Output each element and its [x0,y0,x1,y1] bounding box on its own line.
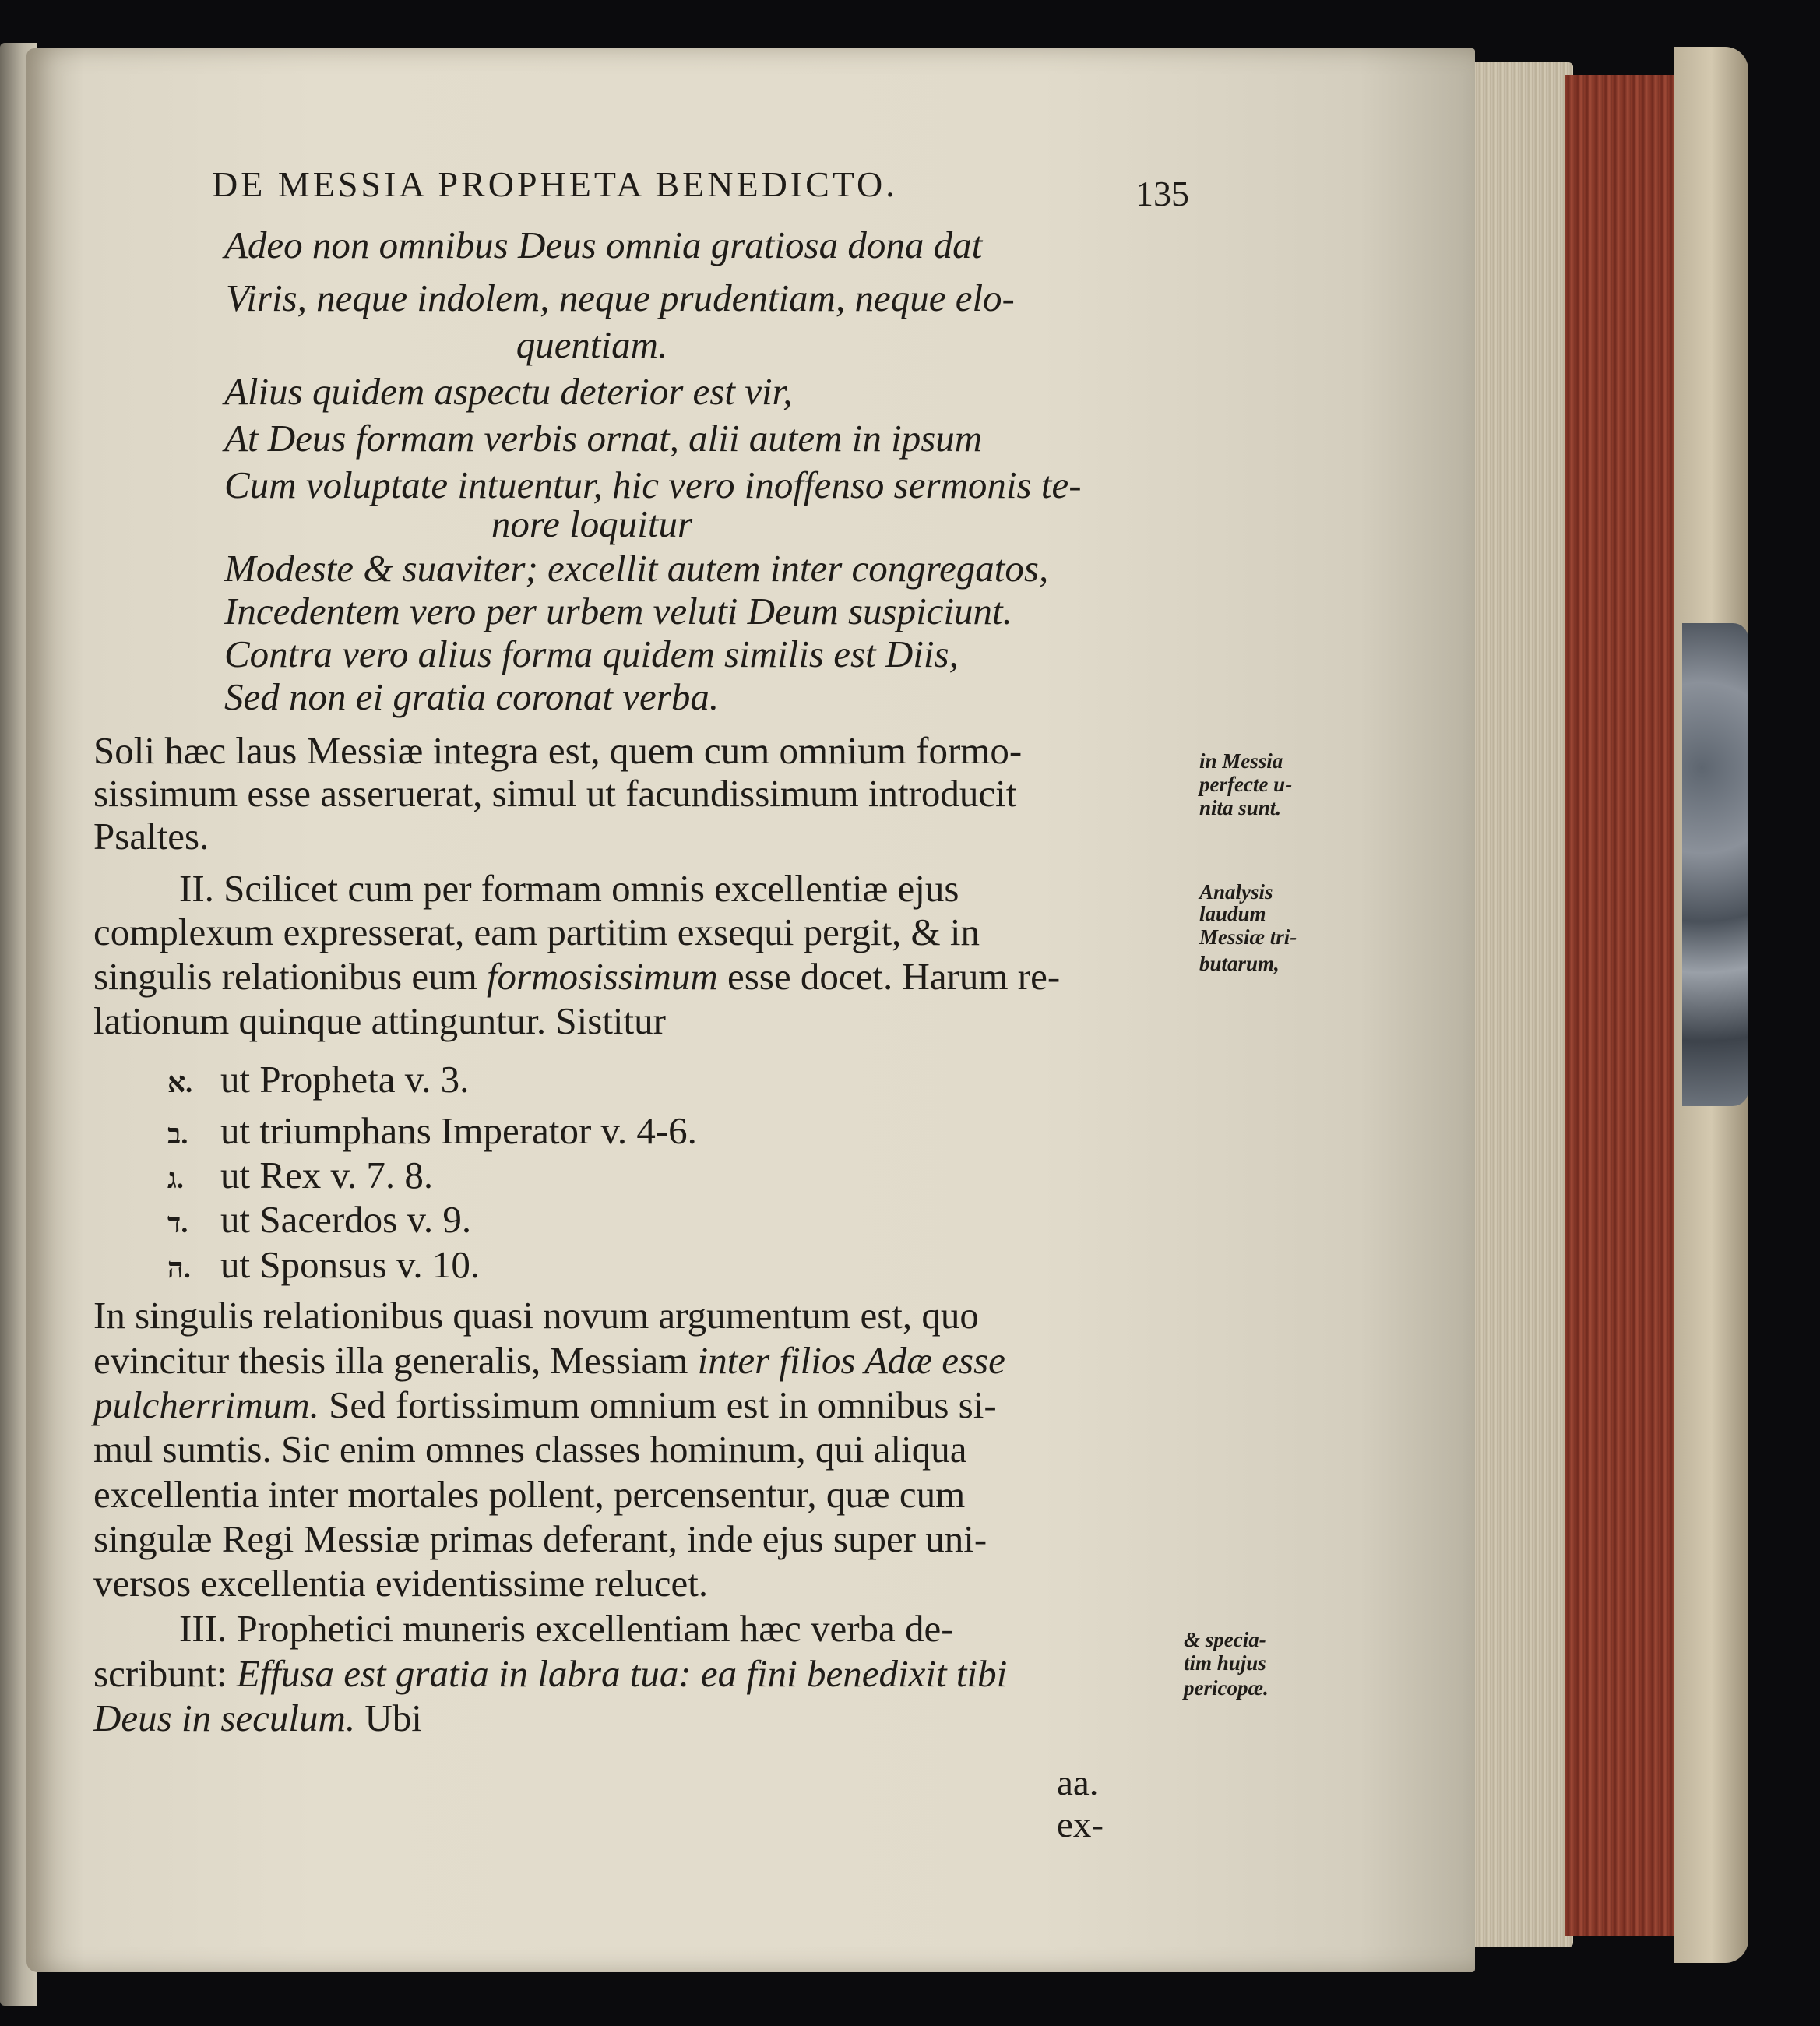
paragraph-line: versos excellentia evidentissime relucet. [93,1562,709,1605]
verse-line: Adeo non omnibus Deus omnia gratiosa dona dat [224,224,983,266]
relation-item: ד. ut Sacerdos v. 9. [167,1198,472,1241]
margin-note-line: tim hujus [1184,1651,1266,1675]
verse-line: Alius quidem aspectu deterior est vir, [224,370,793,413]
catchword: aa. ex- [1057,1763,1104,1845]
verse-line: quentiam. [516,323,668,366]
margin-note-line: & specia- [1184,1628,1266,1651]
running-title: DE MESSIA PROPHETA BENEDICTO. [212,164,898,204]
paragraph-line: Soli hæc laus Messiæ integra est, quem cum omnium formo- [93,729,1023,772]
verse-line: nore loquitur [491,502,693,545]
margin-note-line: pericopæ. [1184,1676,1269,1700]
relation-item: ג. ut Rex v. 7. 8. [167,1154,434,1196]
paragraph-line: complexum expresserat, eam partitim exsequi pergit, & in [93,911,980,953]
paragraph-line: In singulis relationibus quasi novum argumentum est, quo [93,1294,979,1337]
verse-line: Sed non ei gratia coronat verba. [224,675,720,718]
paragraph-line: pulcherrimum. Sed fortissimum omnium est in omnibus si- [93,1383,997,1426]
relation-item: ה. ut Sponsus v. 10. [167,1243,481,1286]
paragraph-line: excellentia inter mortales pollent, percensentur, quæ cum [93,1473,966,1516]
verse-line: At Deus formam verbis ornat, alii autem in ipsum [224,417,983,460]
verse-line: Viris, neque indolem, neque prudentiam, neque elo- [226,277,1015,319]
verse-line: Contra vero alius forma quidem similis est Diis, [224,632,959,675]
margin-note-line: in Messia [1199,749,1283,773]
paragraph-line: singulis relationibus eum formosissimum esse docet. Harum re- [93,955,1061,998]
verse-line: Modeste & suaviter; excellit autem inter congregatos, [224,547,1049,590]
paragraph-line: scribunt: Effusa est gratia in labra tua: ea fini benedixit tibi [93,1652,1008,1695]
paragraph-line: singulæ Regi Messiæ primas deferant, inde ejus super uni- [93,1517,987,1560]
marbled-cover-patch [1682,623,1748,1106]
relation-item: ב. ut triumphans Imperator v. 4-6. [167,1109,697,1152]
verse-line: Incedentem vero per urbem veluti Deum suspiciunt. [224,590,1012,632]
paragraph-line: Psaltes. [93,815,209,858]
margin-note-line: nita sunt. [1199,796,1282,819]
paragraph-line: lationum quinque attinguntur. Sistitur [93,999,666,1042]
paragraph-line: mul sumtis. Sic enim omnes classes hominum, qui aliqua [93,1428,967,1471]
paragraph-line: sissimum esse asseruerat, simul ut facundissimum introducit [93,772,1017,815]
paragraph-line: evincitur thesis illa generalis, Messiam inter filios Adæ esse [93,1339,1005,1382]
paragraph-line: II. Scilicet cum per formam omnis excellentiæ ejus [179,867,959,910]
margin-note-line: perfecte u- [1199,773,1293,796]
relation-item: א. ut Propheta v. 3. [167,1058,470,1101]
verse-line: Cum voluptate intuentur, hic vero inoffenso sermonis te- [224,463,1082,506]
margin-note-line: Messiæ tri- [1199,925,1297,949]
paragraph-line: III. Prophetici muneris excellentiam hæc verba de- [179,1607,954,1650]
page-number: 135 [1135,174,1189,213]
paragraph-line: Deus in seculum. Ubi [93,1697,422,1739]
margin-note-line: Analysis [1199,880,1273,904]
margin-note-line: butarum, [1199,952,1280,975]
margin-note-line: laudum [1199,902,1266,925]
